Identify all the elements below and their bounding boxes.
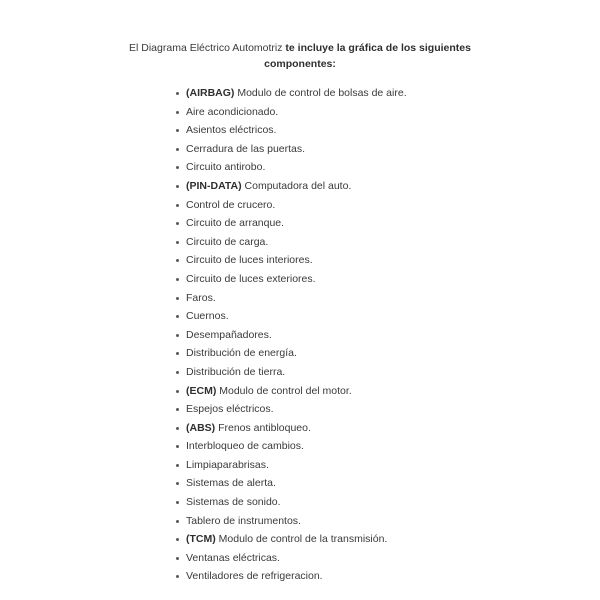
list-item-label: Ventiladores de refrigeracion. xyxy=(186,570,323,583)
list-item-code: (AIRBAG) xyxy=(186,87,235,99)
list-item-label: Computadora del auto. xyxy=(241,179,352,192)
list-item-code: (PIN-DATA) xyxy=(186,179,242,192)
list-item xyxy=(176,474,407,493)
bullet-icon xyxy=(176,166,179,169)
bullet-icon xyxy=(176,557,179,560)
list-item xyxy=(176,363,407,382)
list-item-label: Desempañadores. xyxy=(186,328,272,341)
list-item-label: Espejos eléctricos. xyxy=(186,403,274,416)
list-item-label: Aire acondicionado. xyxy=(186,105,279,118)
list-item xyxy=(176,326,407,345)
bullet-icon xyxy=(176,334,179,337)
list-item-label: Circuito de carga. xyxy=(186,235,269,248)
list-item xyxy=(176,382,407,401)
list-item xyxy=(176,84,407,103)
bullet-icon xyxy=(176,371,179,374)
bullet-icon xyxy=(176,241,179,244)
list-item-label: Frenos antibloqueo. xyxy=(215,421,311,434)
list-item xyxy=(176,307,407,326)
list-item xyxy=(176,140,407,159)
list-item-label: Modulo de control de bolsas de aire. xyxy=(234,87,407,99)
list-item xyxy=(176,158,407,177)
bullet-icon xyxy=(176,575,179,578)
list-item-label: Cuernos. xyxy=(186,310,229,323)
list-item-label: Circuito de luces exteriores. xyxy=(186,272,316,285)
list-item xyxy=(176,289,407,308)
list-item-label: Circuito de luces interiores. xyxy=(186,254,313,267)
bullet-icon xyxy=(176,408,179,411)
list-item xyxy=(176,400,407,419)
list-item-label: Tablero de instrumentos. xyxy=(186,514,301,527)
list-item-label: Circuito de arranque. xyxy=(186,217,285,230)
list-item-code: (TCM) xyxy=(186,533,216,546)
list-item-code: (ABS) xyxy=(186,421,216,434)
intro-paragraph xyxy=(0,40,600,72)
list-item-label: Asientos eléctricos. xyxy=(186,124,277,137)
list-item-label: Control de crucero. xyxy=(186,198,276,211)
bullet-icon xyxy=(176,538,179,541)
bullet-icon xyxy=(176,352,179,355)
intro-bold-text: te incluye la gráfica de los siguientes xyxy=(285,42,471,54)
list-item-label: Faros. xyxy=(186,291,216,304)
bullet-icon xyxy=(176,92,179,95)
list-item xyxy=(176,251,407,270)
list-item xyxy=(176,121,407,140)
bullet-icon xyxy=(176,482,179,485)
list-item xyxy=(176,419,407,438)
list-item xyxy=(176,270,407,289)
bullet-icon xyxy=(176,111,179,114)
bullet-icon xyxy=(176,129,179,132)
list-item xyxy=(176,549,407,568)
bullet-icon xyxy=(176,390,179,393)
list-item-label: Interbloqueo de cambios. xyxy=(186,440,304,453)
bullet-icon xyxy=(176,427,179,430)
list-item-label: Ventanas eléctricas. xyxy=(186,551,280,564)
bullet-icon xyxy=(176,278,179,281)
list-item-label: Sistemas de alerta. xyxy=(186,477,276,490)
bullet-icon xyxy=(176,222,179,225)
list-item-label: Distribución de tierra. xyxy=(186,365,286,378)
bullet-icon xyxy=(176,204,179,207)
list-item xyxy=(176,344,407,363)
list-item xyxy=(176,567,407,586)
bullet-icon xyxy=(176,445,179,448)
bullet-icon xyxy=(176,297,179,300)
list-item xyxy=(176,214,407,233)
bullet-icon xyxy=(176,185,179,188)
list-item xyxy=(176,456,407,475)
list-item xyxy=(176,493,407,512)
bullet-icon xyxy=(176,464,179,467)
intro-line-2: componentes: xyxy=(264,58,336,70)
list-item xyxy=(176,530,407,549)
list-item xyxy=(176,103,407,122)
intro-plain-text: El Diagrama Eléctrico Automotriz xyxy=(129,42,286,54)
bullet-icon xyxy=(176,315,179,318)
intro-line-1 xyxy=(0,40,600,56)
list-item-label: Sistemas de sonido. xyxy=(186,496,281,509)
list-item-label: Modulo de control de la transmisión. xyxy=(215,533,388,546)
list-item-code: (ECM) xyxy=(186,384,217,397)
bullet-icon xyxy=(176,520,179,523)
list-item-label: Limpiaparabrisas. xyxy=(186,458,269,471)
bullet-icon xyxy=(176,259,179,262)
list-item xyxy=(176,512,407,531)
list-item xyxy=(176,177,407,196)
list-item xyxy=(176,196,407,215)
bullet-icon xyxy=(176,148,179,151)
list-item-label: Modulo de control del motor. xyxy=(216,384,352,397)
list-item-label: Distribución de energía. xyxy=(186,347,297,360)
list-item xyxy=(176,437,407,456)
bullet-icon xyxy=(176,501,179,504)
list-item xyxy=(176,233,407,252)
list-item-label: Cerradura de las puertas. xyxy=(186,142,306,155)
list-item-label: Circuito antirobo. xyxy=(186,161,266,174)
component-list xyxy=(176,84,407,586)
